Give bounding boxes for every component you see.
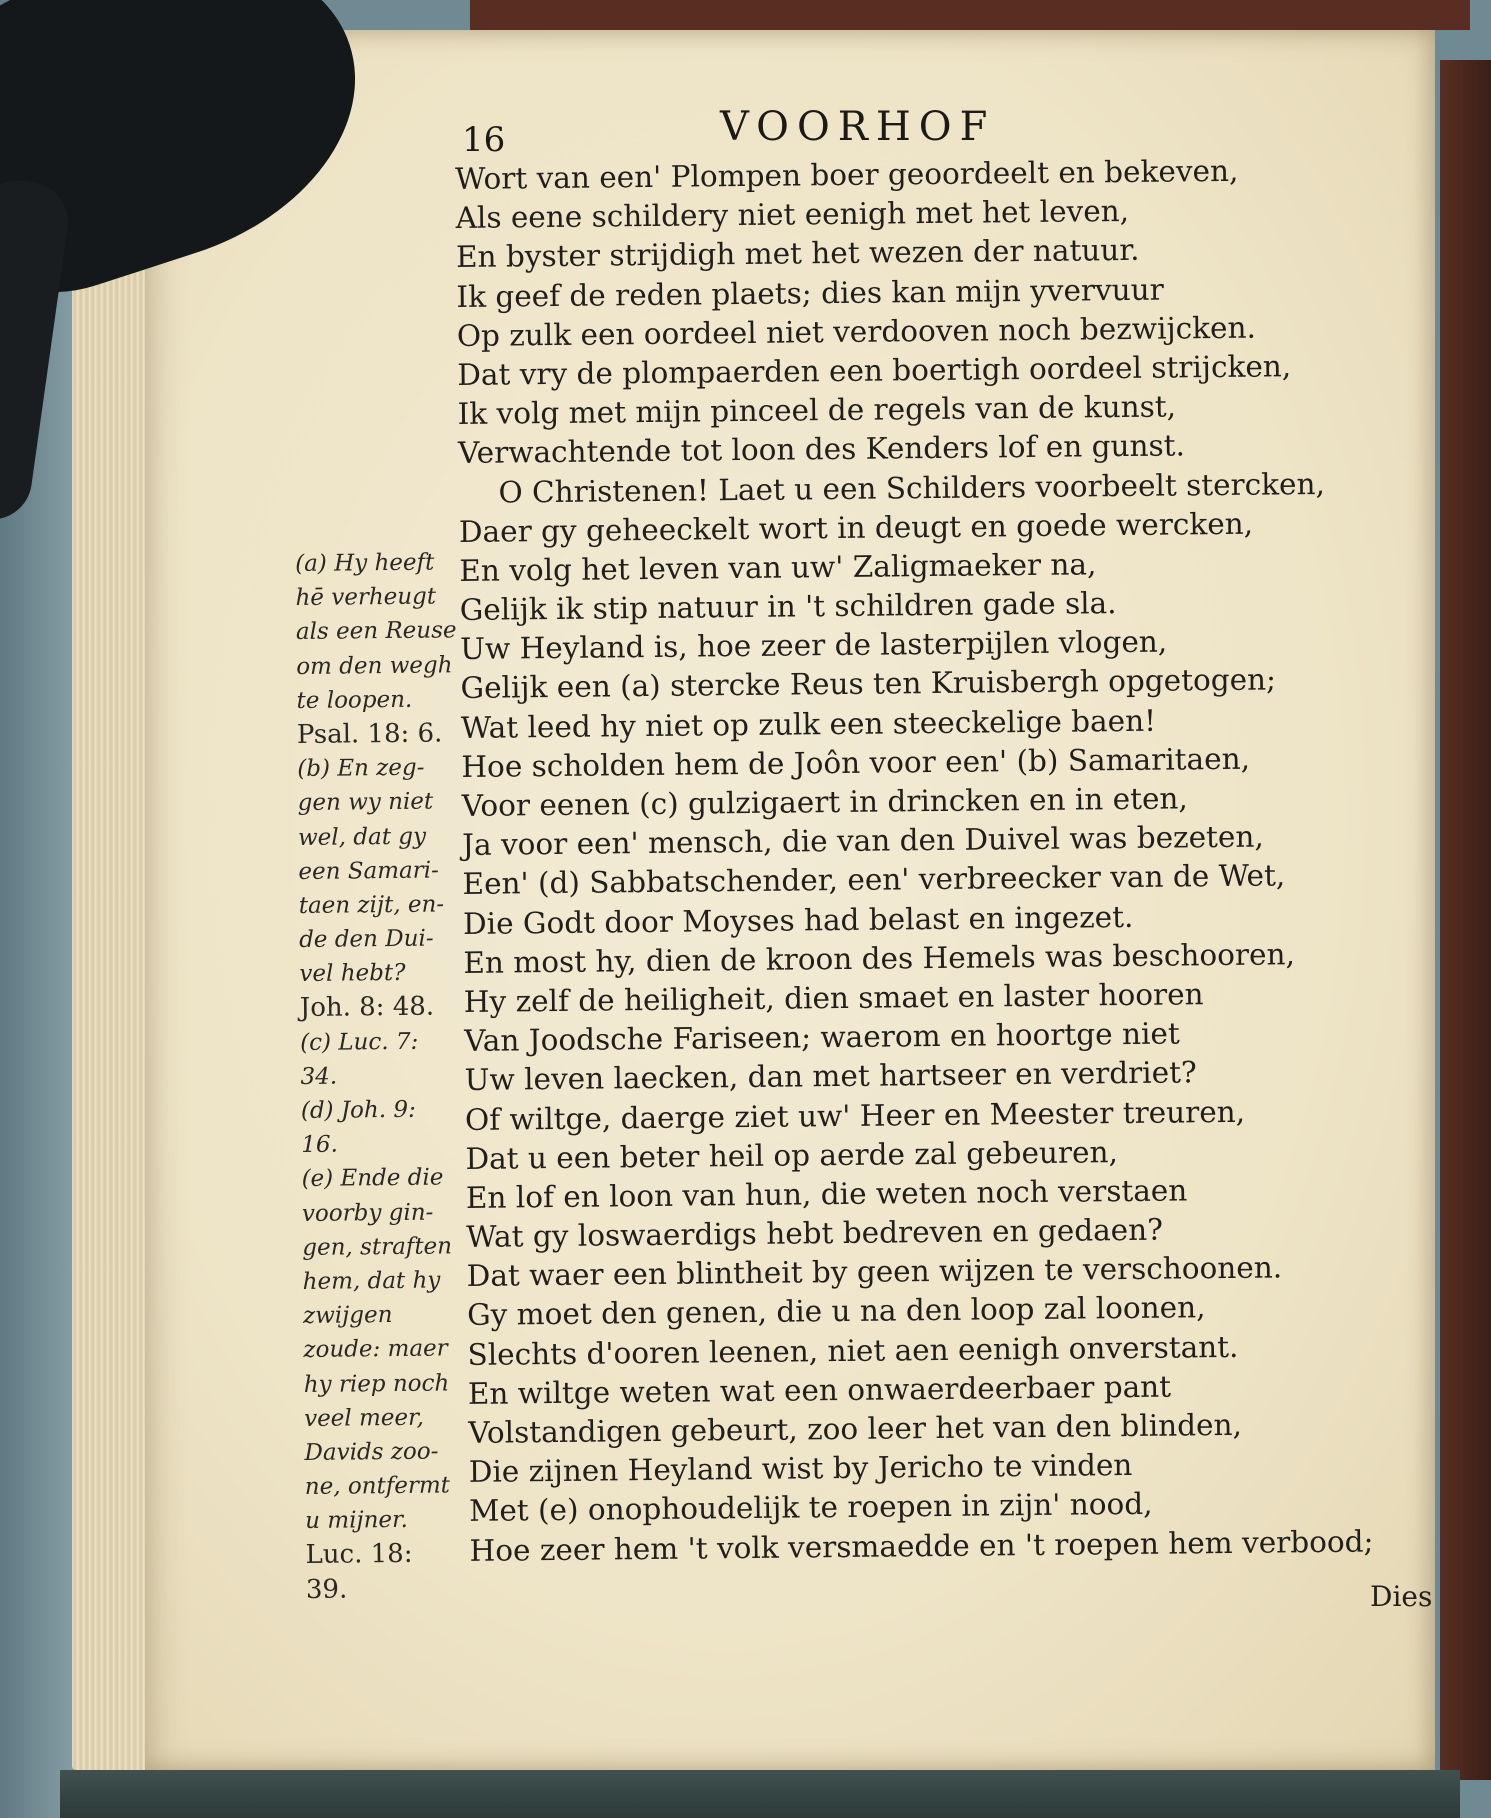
- margin-note-line: gen, straften: [302, 1233, 453, 1261]
- verse-line: Die Godt door Moyses had belast en ingezet.: [462, 899, 1134, 941]
- verse-line: Wat leed hy niet op zulk een steeckelige baen!: [460, 703, 1157, 745]
- margin-note-line: Davids zoo-: [304, 1438, 439, 1466]
- verse-line: Volstandigen gebeurt, zoo leer het van den blinden,: [468, 1407, 1243, 1450]
- verse-line: Met (e) onophoudelijk te roepen in zijn' nood,: [468, 1487, 1153, 1529]
- verse-line: Dat u een beter heil op aerde zal gebeuren,: [465, 1134, 1119, 1176]
- verse-line: Of wiltge, daerge ziet uw' Heer en Meester treuren,: [464, 1094, 1246, 1137]
- margin-note-line: hē verheugt: [295, 583, 437, 612]
- margin-note-line: veel meer,: [303, 1404, 424, 1432]
- margin-note-line: 16.: [301, 1131, 338, 1159]
- margin-note-line: hem, dat hy: [302, 1267, 441, 1295]
- margin-note-line: Luc. 18:: [305, 1539, 413, 1571]
- verse-line: Uw Heyland is, hoe zeer de lasterpijlen vlogen,: [459, 624, 1168, 667]
- margin-note-line: 39.: [305, 1574, 348, 1605]
- verse-line: Ja voor een' mensch, die van den Duivel was bezeten,: [461, 819, 1264, 863]
- margin-note-line: hy riep noch: [303, 1369, 450, 1398]
- verse-line: En volg het leven van uw' Zaligmaeker na,: [459, 547, 1097, 588]
- verse-line: En wiltge weten wat een onwaerdeerbaer pant: [467, 1369, 1172, 1411]
- verse-line: Die zijnen Heyland wist by Jericho te vinden: [468, 1448, 1133, 1490]
- margin-note-line: (e) Ende die: [301, 1164, 444, 1193]
- verse-line: Dat vry de plompaerden een boertigh oordeel strijcken,: [457, 349, 1292, 392]
- verse-line: Als eene schildery niet eenigh met het leven,: [455, 194, 1130, 236]
- table-surface: [60, 1770, 1460, 1818]
- verse-line: Ik volg met mijn pinceel de regels van de kunst,: [457, 389, 1177, 432]
- margin-note-line: de den Dui-: [298, 925, 434, 954]
- margin-note-line: ne, ontfermt: [304, 1472, 451, 1501]
- margin-note-line: taen zijt, en-: [298, 891, 445, 919]
- verse-line: Daer gy geheeckelt wort in deugt en goede wercken,: [458, 506, 1254, 549]
- page-number: 16: [462, 120, 506, 160]
- margin-note-line: vel hebt?: [299, 960, 406, 988]
- margin-note-line: (c) Luc. 7:: [300, 1028, 419, 1056]
- margin-note-line: een Samari-: [298, 857, 439, 885]
- verse-line: Voor eenen (c) gulzigaert in drincken en in eten,: [461, 781, 1188, 823]
- margin-note-line: (d) Joh. 9:: [300, 1096, 416, 1124]
- verse-line: En lof en loon van hun, die weten noch verstaen: [465, 1173, 1188, 1215]
- verse-line: Gy moet den genen, die u na den loop zal loonen,: [466, 1290, 1206, 1333]
- margin-note-line: Psal. 18: 6.: [296, 718, 443, 750]
- margin-note-line: 34.: [300, 1063, 338, 1090]
- verse-line: En most hy, dien de kroon des Hemels was beschooren,: [463, 936, 1296, 980]
- margin-note-line: als een Reuse: [295, 617, 457, 646]
- verse-line: Hoe zeer hem 't volk versmaedde en 't roepen hem verbood;: [469, 1524, 1374, 1568]
- margin-note-line: wel, dat gy: [297, 823, 427, 851]
- book-cover-right: [1440, 60, 1491, 1780]
- margin-note-line: om den wegh: [296, 651, 453, 680]
- verse-line: O Christenen! Laet u een Schilders voorbeelt stercken,: [498, 466, 1326, 510]
- margin-note-line: (b) En zeg-: [297, 754, 425, 783]
- verse-line: Dat waer een blintheit by geen wijzen te verschoonen.: [466, 1250, 1283, 1294]
- verse-line: Slechts d'ooren leenen, niet aen eenigh onverstant.: [467, 1329, 1239, 1372]
- verse-text: [455, 150, 1430, 1571]
- margin-note-line: gen wy niet: [297, 788, 434, 817]
- verse-line: Hy zelf de heiligheit, dien smaet en laster hooren: [463, 977, 1204, 1019]
- verse-line: Verwachtende tot loon des Kenders lof en gunst.: [457, 428, 1186, 471]
- verse-line: Ik geef de reden plaets; dies kan mijn yvervuur: [456, 272, 1164, 314]
- margin-note-line: zoude: maer: [303, 1335, 448, 1364]
- margin-note-line: u mijner.: [305, 1507, 408, 1535]
- verse-line: Een' (d) Sabbatschender, een' verbreecker van de Wet,: [462, 858, 1286, 902]
- margin-note-line: voorby gin-: [301, 1199, 434, 1227]
- verse-line: Op zulk een oordeel niet verdooven noch bezwijcken.: [456, 310, 1257, 353]
- verse-line: Gelijk ik stip natuur in 't schildren gade sla.: [459, 586, 1117, 628]
- verse-line: Wort van een' Plompen boer geoordeelt en bekeven,: [455, 153, 1239, 196]
- running-head: VOORHOF: [720, 104, 996, 150]
- margin-note-line: (a) Hy heeft: [295, 549, 435, 577]
- verse-line: Hoe scholden hem de Joôn voor een' (b) Samaritaen,: [461, 741, 1251, 784]
- catchword: Dies: [1370, 1580, 1433, 1613]
- margin-notes: [295, 545, 466, 1606]
- verse-line: Gelijk een (a) stercke Reus ten Kruisbergh opgetogen;: [460, 662, 1277, 706]
- verse-line: Van Joodsche Fariseen; waerom en hoortge niet: [464, 1016, 1180, 1059]
- verse-line: En byster strijdigh met het wezen der natuur.: [455, 233, 1140, 275]
- margin-note-line: te loopen.: [296, 686, 413, 714]
- verse-line: Uw leven laecken, dan met hartseer en verdriet?: [464, 1055, 1197, 1098]
- verse-line: Wat gy loswaerdigs hebt bedreven en gedaen?: [466, 1212, 1164, 1255]
- book-cover-top: [470, 0, 1470, 30]
- margin-note-line: zwijgen: [302, 1302, 393, 1330]
- margin-note-line: Joh. 8: 48.: [299, 992, 435, 1024]
